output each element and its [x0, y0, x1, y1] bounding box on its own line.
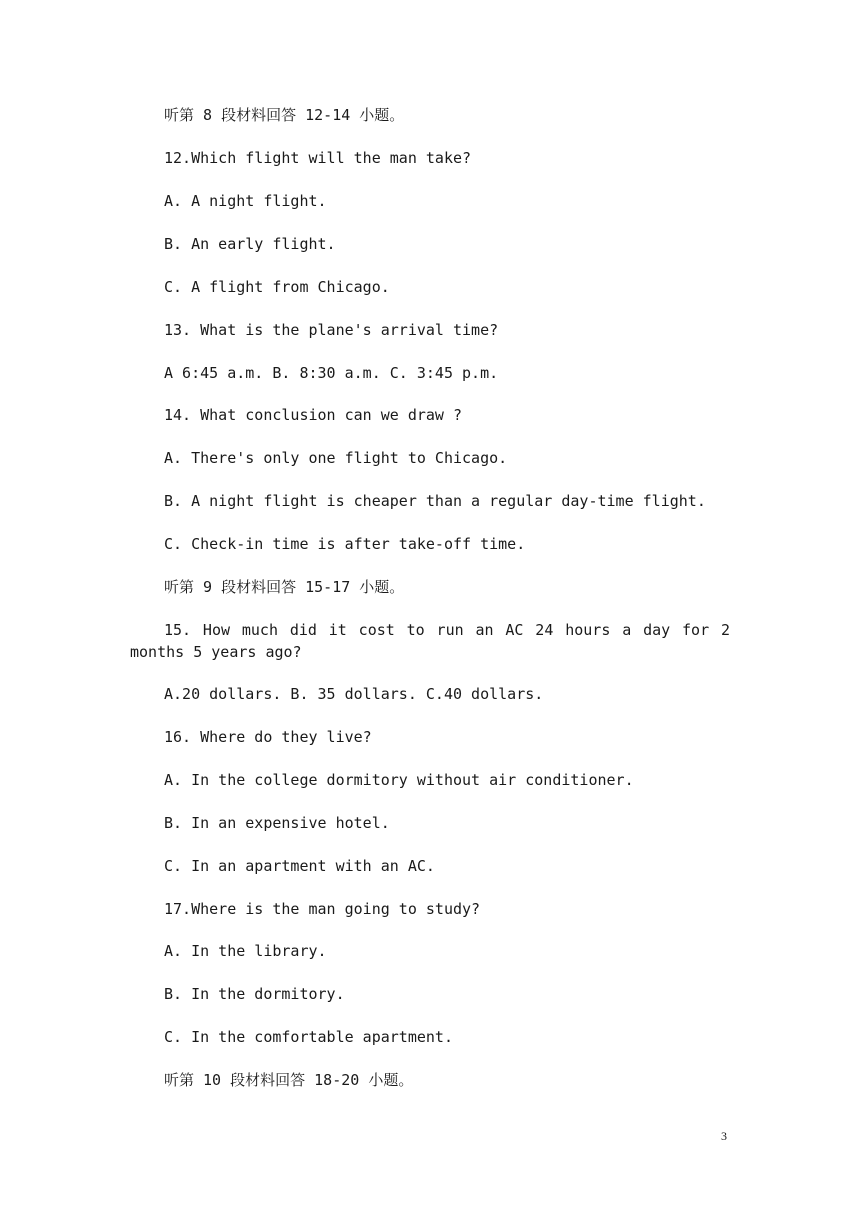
question-12: 12.Which flight will the man take? [164, 149, 472, 167]
page-number: 3 [721, 1129, 727, 1143]
section-heading-10: 听第 10 段材料回答 18-20 小题。 [164, 1071, 414, 1089]
question-17-option-b: B. In the dormitory. [164, 985, 345, 1003]
question-14-option-b: B. A night flight is cheaper than a regular day-time flight. [164, 492, 706, 510]
question-14: 14. What conclusion can we draw ? [164, 406, 463, 424]
question-12-option-b: B. An early flight. [164, 235, 336, 253]
question-17-option-c: C. In the comfortable apartment. [164, 1028, 453, 1046]
question-16-option-b: B. In an expensive hotel. [164, 814, 390, 832]
question-16: 16. Where do they live? [164, 728, 372, 746]
section-heading-9: 听第 9 段材料回答 15-17 小题。 [164, 578, 405, 596]
question-15: 15. How much did it cost to run an AC 24 hours a day for 2 months 5 years ago? [130, 621, 730, 661]
question-14-option-a: A. There's only one flight to Chicago. [164, 449, 508, 467]
section-heading-8: 听第 8 段材料回答 12-14 小题。 [164, 106, 405, 124]
question-16-option-a: A. In the college dormitory without air conditioner. [164, 771, 634, 789]
question-13-options: A 6:45 a.m. B. 8:30 a.m. C. 3:45 p.m. [164, 364, 499, 382]
question-15-options: A.20 dollars. B. 35 dollars. C.40 dollars. [164, 685, 544, 703]
question-14-option-c: C. Check-in time is after take-off time. [164, 535, 526, 553]
question-16-option-c: C. In an apartment with an AC. [164, 857, 435, 875]
question-12-option-c: C. A flight from Chicago. [164, 278, 390, 296]
question-17: 17.Where is the man going to study? [164, 900, 481, 918]
question-12-option-a: A. A night flight. [164, 192, 327, 210]
question-13: 13. What is the plane's arrival time? [164, 321, 499, 339]
question-17-option-a: A. In the library. [164, 942, 327, 960]
